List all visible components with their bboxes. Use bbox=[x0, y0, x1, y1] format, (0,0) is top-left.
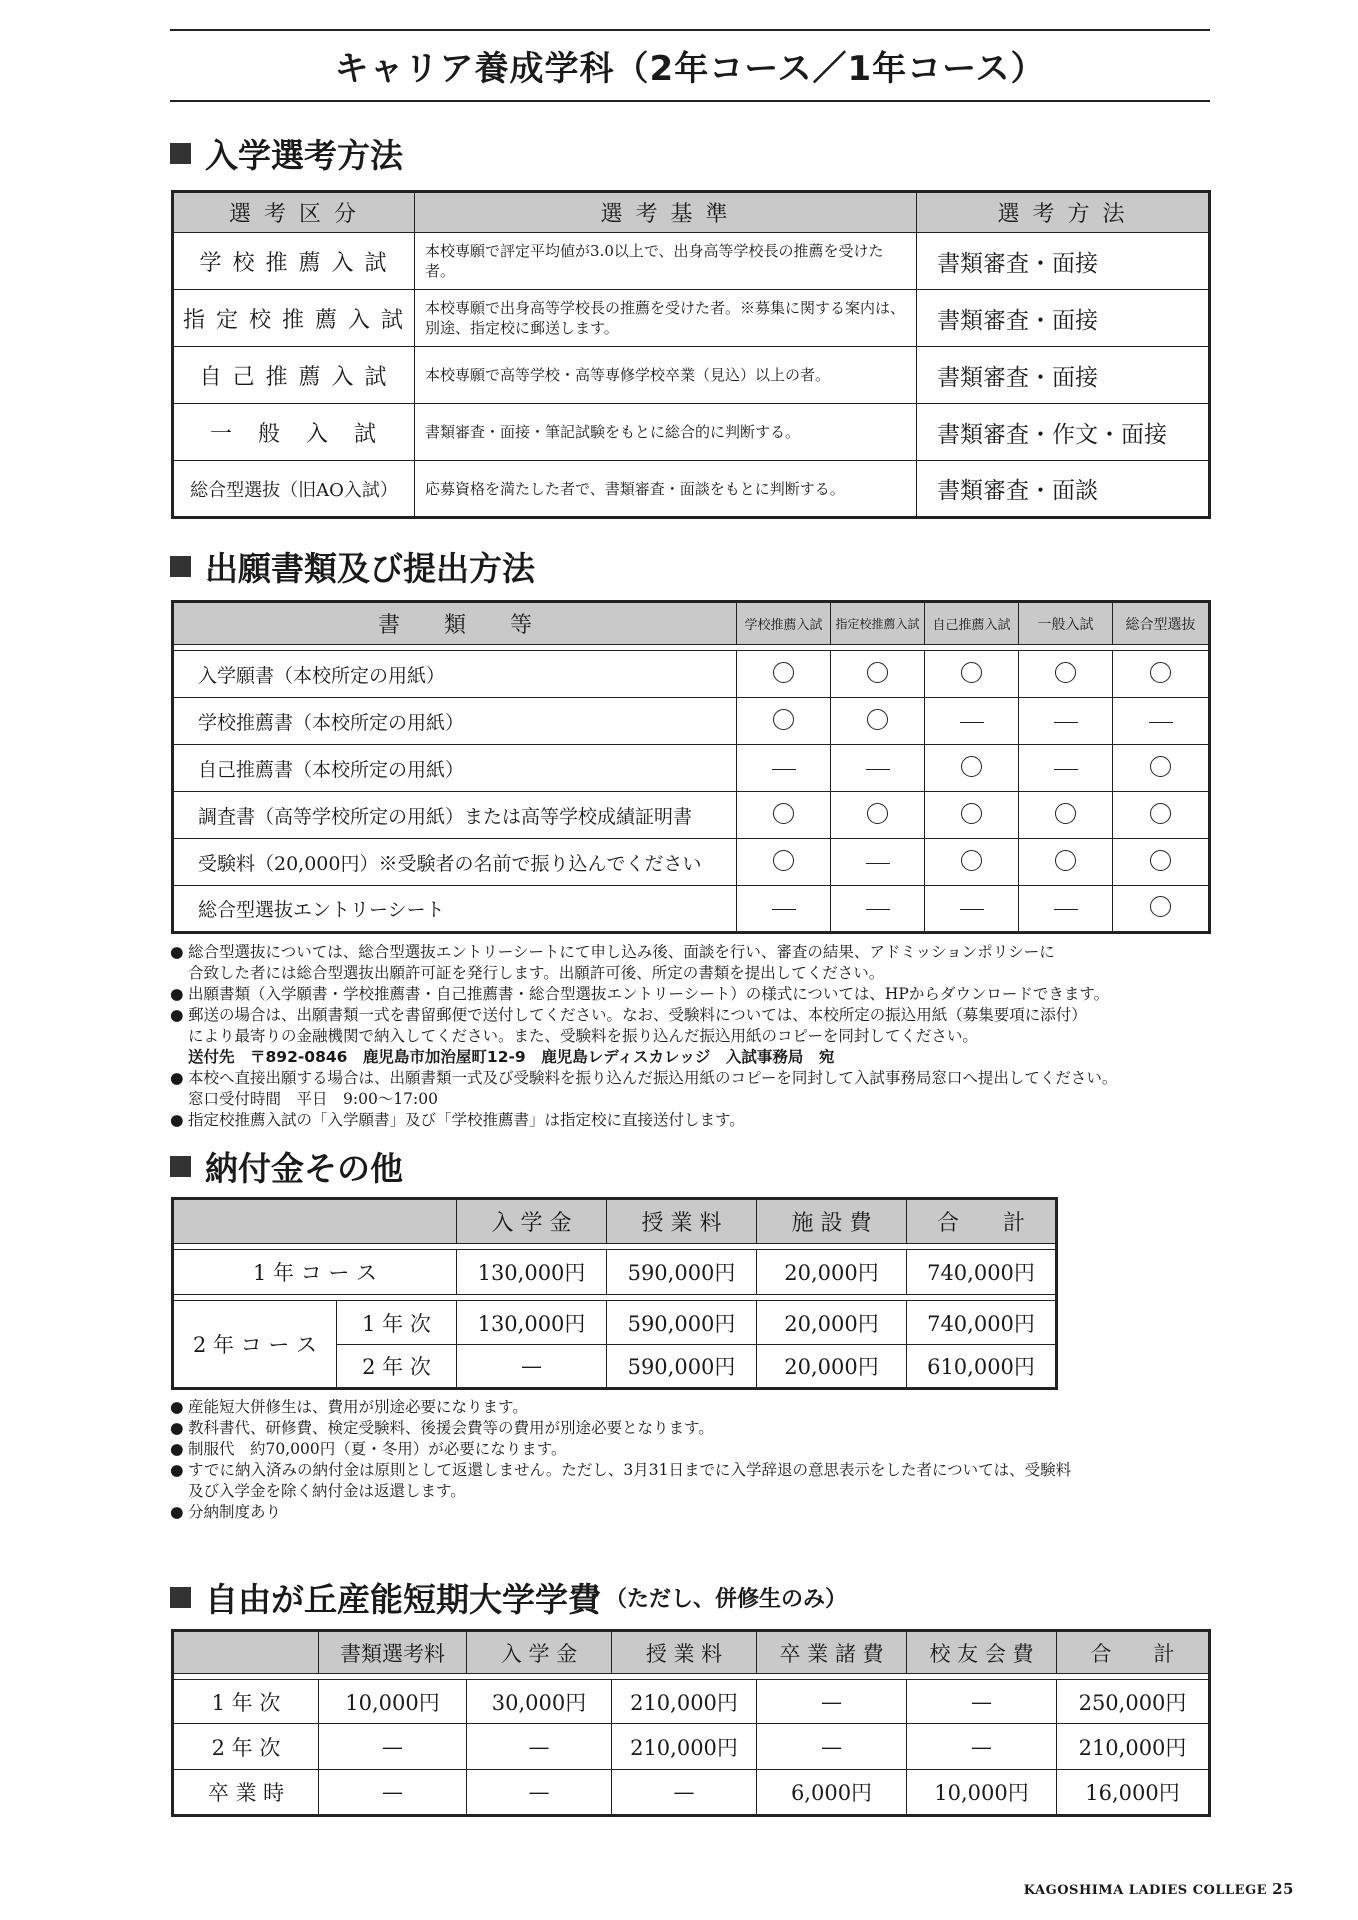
page-footer bbox=[1024, 1880, 1294, 1898]
note-text: 送付先 〒892-0846 鹿児島市加治屋町12-9 鹿児島レディスカレッジ 入試事務局 宛 bbox=[188, 1048, 835, 1066]
fee-value: 590,000円 bbox=[607, 1250, 757, 1295]
dash-mark-icon bbox=[772, 909, 796, 910]
table-row bbox=[173, 1250, 1057, 1295]
year-label: 1 年 次 bbox=[337, 1301, 457, 1345]
table-row bbox=[173, 651, 1210, 698]
year-label: 2 年 次 bbox=[337, 1345, 457, 1389]
col-header: 選 考 区 分 bbox=[173, 192, 415, 233]
note-text: 産能短大併修生は、費用が別途必要になります。 bbox=[188, 1398, 528, 1416]
selection-method: 書類審査・面談 bbox=[917, 461, 1210, 518]
note-text: 分納制度あり bbox=[188, 1503, 282, 1521]
table-row bbox=[173, 698, 1210, 745]
note-item bbox=[170, 1502, 1290, 1523]
mark-cell bbox=[1019, 698, 1113, 745]
fee-value: — bbox=[319, 1724, 467, 1770]
mark-cell bbox=[1019, 792, 1113, 839]
course-label: 2 年 コ ー ス bbox=[173, 1301, 337, 1389]
circle-mark-icon bbox=[1055, 803, 1076, 824]
mark-cell bbox=[737, 839, 831, 886]
mark-cell bbox=[1019, 839, 1113, 886]
selection-type: 総合型選抜（旧AO入試） bbox=[173, 461, 415, 518]
bullet-icon: ● bbox=[170, 1461, 184, 1479]
note-text: 指定校推薦入試の「入学願書」及び「学校推薦書」は指定校に直接送付します。 bbox=[188, 1111, 745, 1129]
application-documents-table bbox=[171, 600, 1211, 934]
square-bullet-icon bbox=[170, 1156, 191, 1177]
circle-mark-icon bbox=[867, 709, 888, 730]
bullet-icon: ● bbox=[170, 1503, 184, 1521]
mark-cell bbox=[1113, 651, 1210, 698]
table-row bbox=[173, 839, 1210, 886]
fee-value: 130,000円 bbox=[457, 1250, 607, 1295]
document-name: 受験料（20,000円）※受験者の名前で振り込んでください bbox=[173, 839, 737, 886]
mark-cell bbox=[831, 698, 925, 745]
circle-mark-icon bbox=[961, 662, 982, 683]
fee-value: 130,000円 bbox=[457, 1301, 607, 1345]
table-row bbox=[173, 1301, 1057, 1345]
fee-value: 6,000円 bbox=[757, 1770, 907, 1816]
fee-value: — bbox=[907, 1724, 1057, 1770]
note-text: 窓口受付時間 平日 9:00〜17:00 bbox=[188, 1090, 438, 1108]
circle-mark-icon bbox=[1150, 896, 1171, 917]
fee-value: — bbox=[612, 1770, 757, 1816]
fee-value: — bbox=[757, 1724, 907, 1770]
note-text: 郵送の場合は、出願書類一式を書留郵便で送付してください。なお、受験料については、本校所定の振込用紙（募集要項に添付） bbox=[188, 1006, 1087, 1024]
selection-type: 一 般 入 試 bbox=[173, 404, 415, 461]
mark-cell bbox=[1019, 745, 1113, 792]
document-name: 総合型選抜エントリーシート bbox=[173, 886, 737, 933]
col-header: 合 計 bbox=[1057, 1631, 1210, 1674]
col-header: 施 設 費 bbox=[757, 1199, 907, 1244]
mark-cell bbox=[925, 886, 1019, 933]
mark-cell bbox=[1113, 839, 1210, 886]
mark-cell bbox=[737, 792, 831, 839]
note-text: 出願書類（入学願書・学校推薦書・自己推薦書・総合型選抜エントリーシート）の様式については、HPからダウンロードできます。 bbox=[188, 985, 1110, 1003]
table-row bbox=[173, 1724, 1210, 1770]
mark-cell bbox=[1019, 886, 1113, 933]
col-header: 学校推薦入試 bbox=[737, 602, 831, 645]
col-header: 校 友 会 費 bbox=[907, 1631, 1057, 1674]
dash-mark-icon bbox=[772, 769, 796, 770]
circle-mark-icon bbox=[773, 709, 794, 730]
col-header: 入 学 金 bbox=[467, 1631, 612, 1674]
col-header: 合 計 bbox=[907, 1199, 1057, 1244]
selection-method: 書類審査・面接 bbox=[917, 347, 1210, 404]
selection-criteria: 本校専願で出身高等学校長の推薦を受けた者。※募集に関する案内は、別途、指定校に郵送します。 bbox=[415, 290, 917, 347]
fee-value: 740,000円 bbox=[907, 1301, 1057, 1345]
mark-cell bbox=[737, 886, 831, 933]
mark-cell bbox=[925, 839, 1019, 886]
circle-mark-icon bbox=[773, 850, 794, 871]
col-header: 授 業 料 bbox=[607, 1199, 757, 1244]
selection-type: 自 己 推 薦 入 試 bbox=[173, 347, 415, 404]
mark-cell bbox=[737, 698, 831, 745]
note-text: 合致した者には総合型選抜出願許可証を発行します。出願許可後、所定の書類を提出してください。 bbox=[188, 964, 885, 982]
section-heading-selection bbox=[170, 130, 403, 177]
fee-value: 590,000円 bbox=[607, 1301, 757, 1345]
circle-mark-icon bbox=[1055, 850, 1076, 871]
table-row bbox=[173, 233, 1210, 290]
dash-mark-icon bbox=[866, 769, 890, 770]
corner-header bbox=[173, 1631, 319, 1674]
mark-cell bbox=[1113, 745, 1210, 792]
college-name: KAGOSHIMA LADIES COLLEGE bbox=[1023, 1883, 1268, 1898]
note-text: 総合型選抜については、総合型選抜エントリーシートにて申し込み後、面談を行い、審査の結果、アドミッションポリシーに bbox=[188, 943, 1055, 961]
fees-notes bbox=[170, 1397, 1290, 1523]
col-header: 入 学 金 bbox=[457, 1199, 607, 1244]
section-heading-text: 出願書類及び提出方法 bbox=[205, 549, 535, 588]
note-item bbox=[170, 1110, 1310, 1131]
dash-mark-icon bbox=[960, 909, 984, 910]
selection-criteria: 本校専願で高等学校・高等専修学校卒業（見込）以上の者。 bbox=[415, 347, 917, 404]
fee-value: 10,000円 bbox=[319, 1680, 467, 1724]
mark-cell bbox=[1113, 886, 1210, 933]
circle-mark-icon bbox=[867, 662, 888, 683]
bullet-icon: ● bbox=[170, 1069, 184, 1087]
selection-method: 書類審査・作文・面接 bbox=[917, 404, 1210, 461]
mark-cell bbox=[737, 651, 831, 698]
note-item bbox=[170, 1089, 1310, 1110]
mark-cell bbox=[831, 651, 925, 698]
section-heading-text: 入学選考方法 bbox=[205, 136, 403, 175]
circle-mark-icon bbox=[961, 803, 982, 824]
selection-method: 書類審査・面接 bbox=[917, 290, 1210, 347]
circle-mark-icon bbox=[1150, 662, 1171, 683]
section-subheading: （ただし、併修生のみ） bbox=[605, 1587, 848, 1612]
square-bullet-icon bbox=[170, 143, 191, 164]
note-text: 教科書代、研修費、検定受験料、後援会費等の費用が別途必要となります。 bbox=[188, 1419, 714, 1437]
course-label: 1 年 コ ー ス bbox=[173, 1250, 457, 1295]
mark-cell bbox=[831, 886, 925, 933]
section-heading-text: 自由が丘産能短期大学学費 bbox=[205, 1580, 601, 1619]
dash-mark-icon bbox=[1054, 909, 1078, 910]
note-text: 制服代 約70,000円（夏・冬用）が必要になります。 bbox=[188, 1440, 567, 1458]
table-row bbox=[173, 461, 1210, 518]
document-name: 自己推薦書（本校所定の用紙） bbox=[173, 745, 737, 792]
page-title-bar bbox=[170, 29, 1210, 102]
fee-value: 740,000円 bbox=[907, 1250, 1057, 1295]
square-bullet-icon bbox=[170, 1587, 191, 1608]
circle-mark-icon bbox=[1055, 662, 1076, 683]
dash-mark-icon bbox=[866, 909, 890, 910]
square-bullet-icon bbox=[170, 556, 191, 577]
year-label: 2 年 次 bbox=[173, 1724, 319, 1770]
note-text: 及び入学金を除く納付金は返還します。 bbox=[188, 1482, 466, 1500]
fee-value: 10,000円 bbox=[907, 1770, 1057, 1816]
note-item bbox=[170, 942, 1310, 963]
fee-value: 20,000円 bbox=[757, 1301, 907, 1345]
mark-cell bbox=[1113, 698, 1210, 745]
col-header: 書 類 等 bbox=[173, 602, 737, 645]
circle-mark-icon bbox=[867, 803, 888, 824]
mark-cell bbox=[831, 745, 925, 792]
circle-mark-icon bbox=[773, 803, 794, 824]
fee-value: 210,000円 bbox=[612, 1680, 757, 1724]
mark-cell bbox=[1019, 651, 1113, 698]
page-title: キャリア養成学科（2年コース／1年コース） bbox=[334, 49, 1046, 89]
fee-value: — bbox=[907, 1680, 1057, 1724]
fee-value: — bbox=[467, 1724, 612, 1770]
mark-cell bbox=[831, 839, 925, 886]
corner-header bbox=[173, 1199, 457, 1244]
mark-cell bbox=[925, 792, 1019, 839]
document-name: 学校推薦書（本校所定の用紙） bbox=[173, 698, 737, 745]
note-text: により最寄りの金融機関で納入してください。また、受験料を振り込んだ振込用紙のコピーを同封してください。 bbox=[188, 1027, 978, 1045]
section-heading-sanno bbox=[170, 1574, 847, 1621]
note-item bbox=[170, 1047, 1310, 1068]
bullet-icon: ● bbox=[170, 1440, 184, 1458]
fee-value: 20,000円 bbox=[757, 1250, 907, 1295]
circle-mark-icon bbox=[1150, 803, 1171, 824]
dash-mark-icon bbox=[866, 863, 890, 864]
dash-mark-icon bbox=[1054, 722, 1078, 723]
table-row bbox=[173, 1680, 1210, 1724]
fee-value: — bbox=[757, 1680, 907, 1724]
page-number: 25 bbox=[1272, 1880, 1294, 1898]
note-item bbox=[170, 1068, 1310, 1089]
section-heading-documents bbox=[170, 543, 535, 590]
mark-cell bbox=[1113, 792, 1210, 839]
selection-method-table bbox=[171, 190, 1211, 519]
col-header: 授 業 料 bbox=[612, 1631, 757, 1674]
col-header: 卒 業 諸 費 bbox=[757, 1631, 907, 1674]
col-header: 一般入試 bbox=[1019, 602, 1113, 645]
bullet-icon: ● bbox=[170, 985, 184, 1003]
section-heading-text: 納付金その他 bbox=[205, 1149, 403, 1188]
table-row bbox=[173, 404, 1210, 461]
dash-mark-icon bbox=[1054, 769, 1078, 770]
circle-mark-icon bbox=[1150, 850, 1171, 871]
year-label: 1 年 次 bbox=[173, 1680, 319, 1724]
table-row bbox=[173, 886, 1210, 933]
note-item bbox=[170, 1418, 1290, 1439]
mark-cell bbox=[831, 792, 925, 839]
note-item bbox=[170, 1460, 1290, 1481]
col-header: 総合型選抜 bbox=[1113, 602, 1210, 645]
bullet-icon: ● bbox=[170, 1006, 184, 1024]
fee-value: — bbox=[457, 1345, 607, 1389]
fee-value: — bbox=[467, 1770, 612, 1816]
selection-type: 学 校 推 薦 入 試 bbox=[173, 233, 415, 290]
sanno-fees-table bbox=[171, 1629, 1211, 1817]
circle-mark-icon bbox=[961, 850, 982, 871]
circle-mark-icon bbox=[1150, 756, 1171, 777]
selection-method: 書類審査・面接 bbox=[917, 233, 1210, 290]
documents-notes bbox=[170, 942, 1310, 1131]
dash-mark-icon bbox=[960, 722, 984, 723]
note-text: すでに納入済みの納付金は原則として返還しません。ただし、3月31日までに入学辞退の意思表示をした者については、受験料 bbox=[188, 1461, 1072, 1479]
circle-mark-icon bbox=[961, 756, 982, 777]
bullet-icon: ● bbox=[170, 1419, 184, 1437]
note-item bbox=[170, 1026, 1310, 1047]
table-row bbox=[173, 792, 1210, 839]
col-header: 選 考 方 法 bbox=[917, 192, 1210, 233]
mark-cell bbox=[925, 651, 1019, 698]
fee-value: 16,000円 bbox=[1057, 1770, 1210, 1816]
fee-value: 610,000円 bbox=[907, 1345, 1057, 1389]
note-item bbox=[170, 984, 1310, 1005]
bullet-icon: ● bbox=[170, 1398, 184, 1416]
fee-value: 250,000円 bbox=[1057, 1680, 1210, 1724]
col-header: 選 考 基 準 bbox=[415, 192, 917, 233]
year-label: 卒 業 時 bbox=[173, 1770, 319, 1816]
selection-criteria: 応募資格を満たした者で、書類審査・面談をもとに判断する。 bbox=[415, 461, 917, 518]
document-name: 調査書（高等学校所定の用紙）または高等学校成績証明書 bbox=[173, 792, 737, 839]
table-row bbox=[173, 1770, 1210, 1816]
fee-value: 30,000円 bbox=[467, 1680, 612, 1724]
fee-value: — bbox=[319, 1770, 467, 1816]
fee-value: 20,000円 bbox=[757, 1345, 907, 1389]
table-row bbox=[173, 745, 1210, 792]
note-item bbox=[170, 1397, 1290, 1418]
selection-criteria: 書類審査・面接・筆記試験をもとに総合的に判断する。 bbox=[415, 404, 917, 461]
note-item bbox=[170, 1439, 1290, 1460]
table-row bbox=[173, 290, 1210, 347]
mark-cell bbox=[925, 745, 1019, 792]
bullet-icon: ● bbox=[170, 943, 184, 961]
fees-table bbox=[171, 1197, 1058, 1390]
fee-value: 210,000円 bbox=[1057, 1724, 1210, 1770]
document-name: 入学願書（本校所定の用紙） bbox=[173, 651, 737, 698]
section-heading-fees bbox=[170, 1143, 403, 1190]
mark-cell bbox=[925, 698, 1019, 745]
fee-value: 210,000円 bbox=[612, 1724, 757, 1770]
note-item bbox=[170, 1005, 1310, 1026]
fee-value: 590,000円 bbox=[607, 1345, 757, 1389]
col-header: 自己推薦入試 bbox=[925, 602, 1019, 645]
col-header: 書類選考料 bbox=[319, 1631, 467, 1674]
col-header: 指定校推薦入試 bbox=[831, 602, 925, 645]
bullet-icon: ● bbox=[170, 1111, 184, 1129]
dash-mark-icon bbox=[1149, 722, 1173, 723]
note-item bbox=[170, 963, 1310, 984]
note-text: 本校へ直接出願する場合は、出願書類一式及び受験料を振り込んだ振込用紙のコピーを同封して入試事務局窓口へ提出してください。 bbox=[188, 1069, 1118, 1087]
note-item bbox=[170, 1481, 1290, 1502]
selection-criteria: 本校専願で評定平均値が3.0以上で、出身高等学校長の推薦を受けた者。 bbox=[415, 233, 917, 290]
selection-type: 指 定 校 推 薦 入 試 bbox=[173, 290, 415, 347]
table-row bbox=[173, 347, 1210, 404]
circle-mark-icon bbox=[773, 662, 794, 683]
mark-cell bbox=[737, 745, 831, 792]
